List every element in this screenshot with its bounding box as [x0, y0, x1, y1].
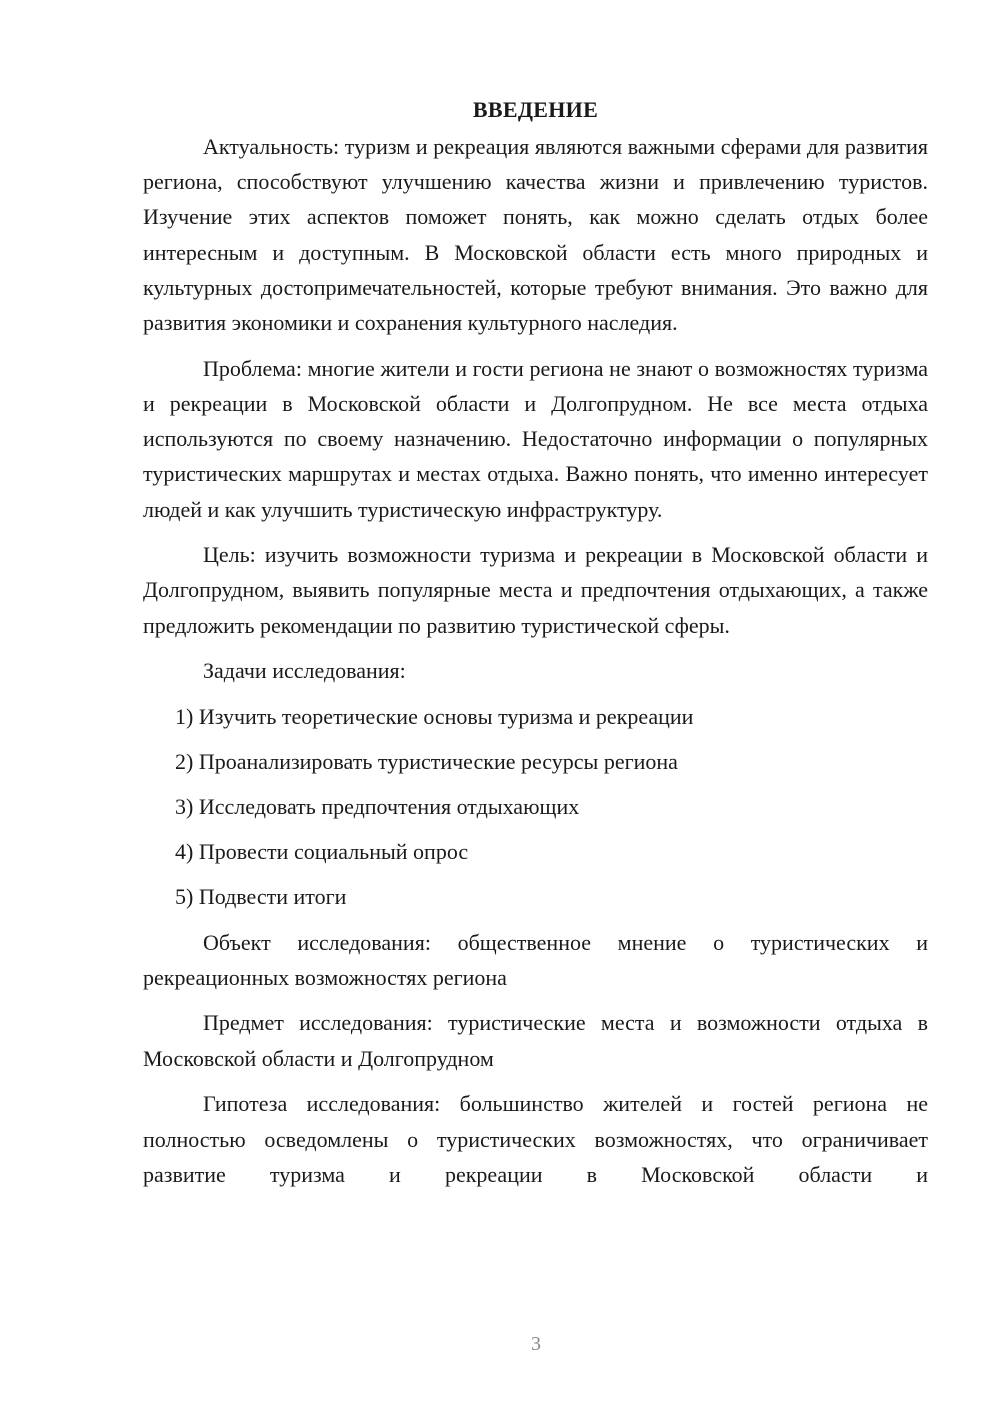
tasks-list — [143, 699, 928, 915]
hypothesis-paragraph: Гипотеза исследования: большинство жителей и гостей региона не полностью осведомлены о туристических возможностях, что ограничивает развитие туризма и рекреации в Московской области и — [143, 1091, 928, 1187]
task-item: 3) Исследовать предпочтения отдыхающих — [175, 793, 580, 819]
task-item: 4) Провести социальный опрос — [175, 839, 469, 865]
goal-paragraph: Цель: изучить возможности туризма и рекреации в Московской области и Долгопрудном, выявить популярные места и предпочтения отдыхающих, а также предложить рекомендации по развитию туристической сферы. — [143, 542, 928, 638]
relevance-paragraph: Актуальность: туризм и рекреация являются важными сферами для развития региона, способствуют улучшению качества жизни и привлечению туристов. Изучение этих аспектов поможет понять, как можно сделать отдых более интересным и доступным. В Московской области есть много природных и культурных достопримечательностей, которые требуют внимания. Это важно для развития экономики и сохранения культурного наследия. — [143, 134, 928, 336]
task-item: 1) Изучить теоретические основы туризма и рекреации — [175, 703, 694, 729]
task-item: 2) Проанализировать туристические ресурсы региона — [175, 748, 678, 774]
object-paragraph: Объект исследования: общественное мнение о туристических и рекреационных возможностях региона — [143, 929, 928, 990]
document-page — [143, 92, 928, 1202]
problem-paragraph: Проблема: многие жители и гости региона не знают о возможностях туризма и рекреации в Московской области и Долгопрудном. Не все места отдыха используются по своему назначению. Недостаточно информации о популярных туристических маршрутах и местах отдыха. Важно понять, что именно интересует людей и как улучшить туристическую инфраструктуру. — [143, 355, 928, 522]
section-title: ВВЕДЕНИЕ — [472, 97, 599, 122]
page-number: 3 — [531, 1333, 541, 1355]
subject-paragraph: Предмет исследования: туристические места и возможности отдыха в Московской области и Долгопрудном — [143, 1010, 928, 1071]
tasks-label: Задачи исследования: — [203, 658, 406, 684]
task-item: 5) Подвести итоги — [175, 884, 347, 910]
